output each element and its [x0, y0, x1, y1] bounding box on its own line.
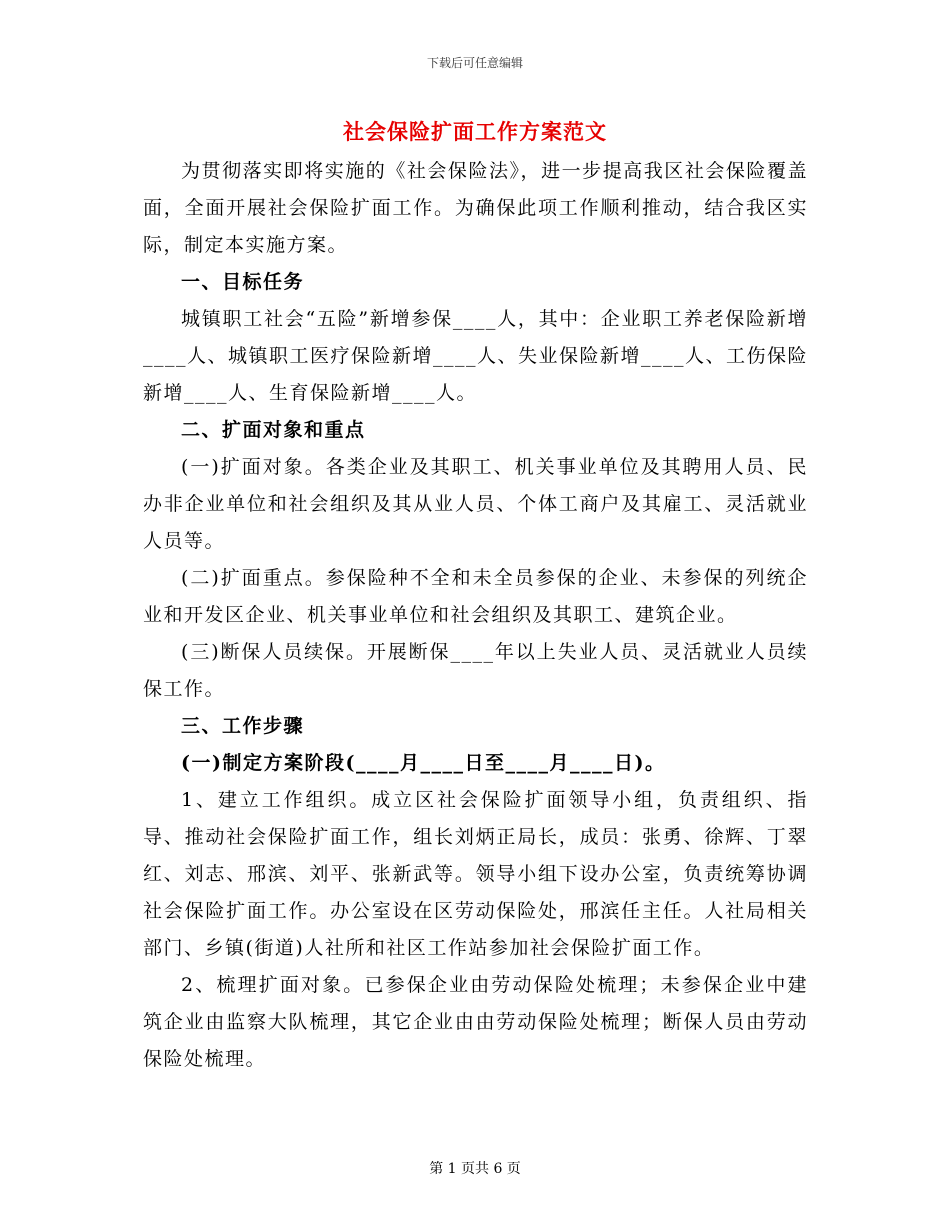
section-heading-goals: 一、目标任务	[181, 271, 305, 293]
targets-paragraph-2: (二)扩面重点。参保险种不全和未全员参保的企业、未参保的列统企业和开发区企业、机关事业单位和社会组织及其职工、建筑企业。	[143, 567, 808, 626]
goals-paragraph: 城镇职工社会“五险”新增参保____人，其中：企业职工养老保险新增____人、城镇职工医疗保险新增____人、失业保险新增____人、工伤保险新增____人、生育保险新增____人。	[143, 308, 809, 404]
document-body	[143, 153, 808, 1078]
step-paragraph-1: 1、建立工作组织。成立区社会保险扩面领导小组，负责组织、指导、推动社会保险扩面工作，组长刘炳正局长，成员：张勇、徐辉、丁翠红、刘志、邢滨、刘平、张新武等。领导小组下设办公室，负责统筹协调社会保险扩面工作。办公室设在区劳动保险处，邢滨任主任。人社局相关部门、乡镇(街道)人社所和社区工作站参加社会保险扩面工作。	[143, 789, 808, 959]
intro-paragraph: 为贯彻落实即将实施的《社会保险法》，进一步提高我区社会保险覆盖面，全面开展社会保险扩面工作。为确保此项工作顺利推动，结合我区实际，制定本实施方案。	[143, 160, 808, 256]
targets-paragraph-1: (一)扩面对象。各类企业及其职工、机关事业单位及其聘用人员、民办非企业单位和社会组织及其从业人员、个体工商户及其雇工、灵活就业人员等。	[143, 456, 808, 552]
step-paragraph-2: 2、梳理扩面对象。已参保企业由劳动保险处梳理；未参保企业中建筑企业由监察大队梳理，其它企业由由劳动保险处梳理；断保人员由劳动保险处梳理。	[143, 974, 808, 1070]
step-heading-1: (一)制定方案阶段(____月____日至____月____日)。	[181, 752, 666, 774]
page-header: 下载后可任意编辑	[426, 56, 523, 70]
section-heading-targets: 二、扩面对象和重点	[181, 419, 366, 441]
section-heading-steps: 三、工作步骤	[181, 715, 305, 737]
document-title: 社会保险扩面工作方案范文	[343, 119, 607, 144]
targets-paragraph-3: (三)断保人员续保。开展断保____年以上失业人员、灵活就业人员续保工作。	[143, 641, 808, 700]
page-footer: 第 1 页共 6 页	[429, 1161, 521, 1177]
